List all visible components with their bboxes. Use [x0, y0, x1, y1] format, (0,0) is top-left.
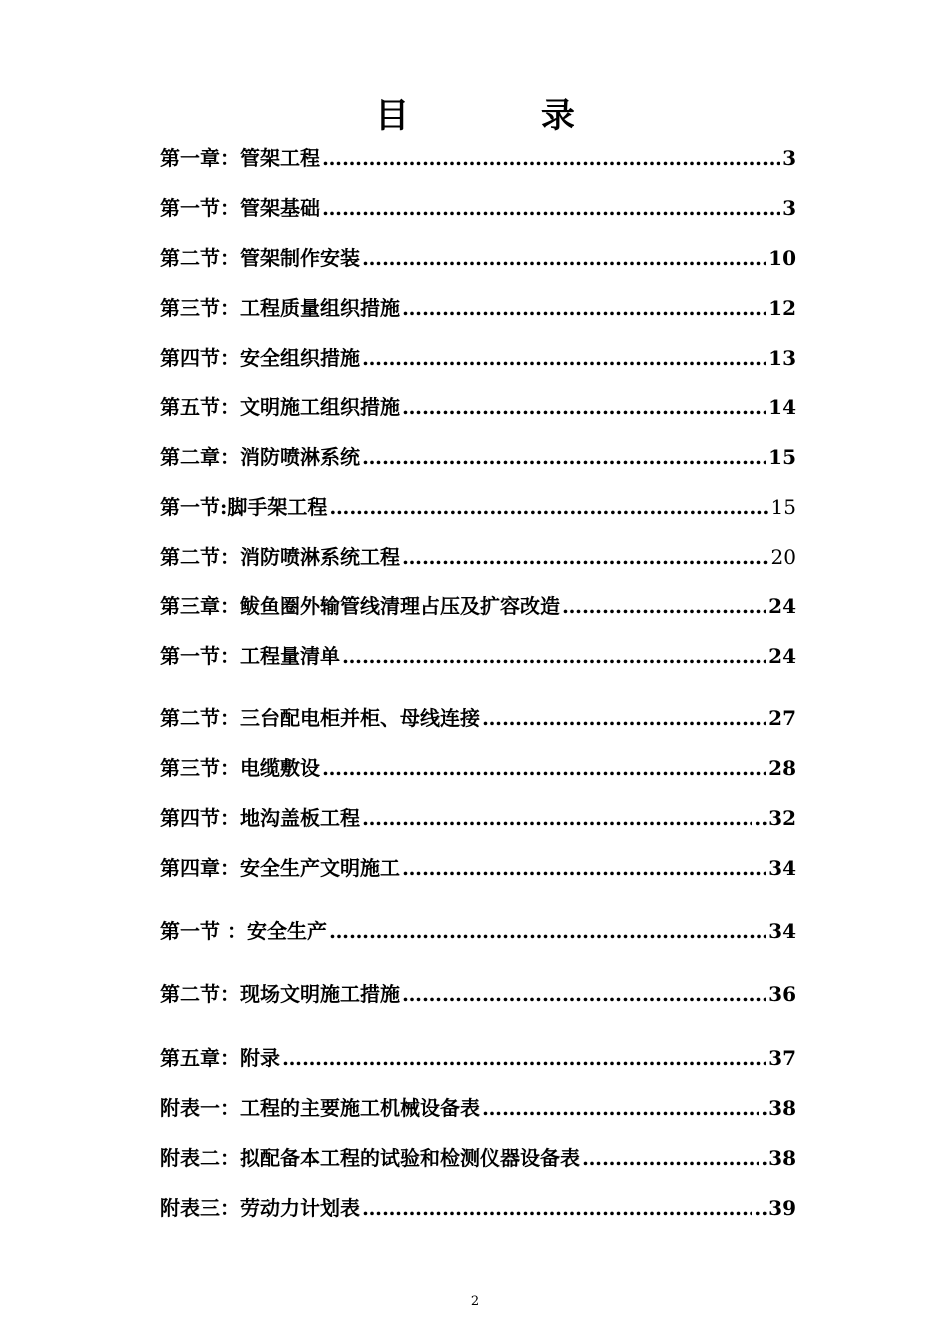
toc-leader-dots [329, 918, 766, 944]
toc-entry[interactable] [160, 918, 796, 944]
toc-leader-dots [322, 145, 780, 171]
toc-leader-dots [582, 1145, 759, 1171]
toc-entry-page: 37 [768, 1046, 796, 1070]
toc-entry[interactable] [160, 593, 796, 619]
toc-entry[interactable] [160, 295, 796, 321]
toc-entry-page: .38 [761, 1146, 796, 1170]
toc-entry-page: 10 [768, 246, 796, 270]
toc-leader-dots [362, 805, 752, 831]
toc-entry-page: .38 [761, 1096, 796, 1120]
toc-entry-page: 3 [782, 196, 796, 220]
page-number: 2 [470, 1294, 480, 1309]
toc-entry[interactable] [160, 245, 796, 271]
toc-leader-dots [482, 1095, 759, 1121]
toc-entry-label: 第一节：管架基础 [160, 196, 320, 220]
toc-leader-dots [362, 444, 766, 470]
toc-entry-label: 第四节：地沟盖板工程 [160, 806, 360, 830]
toc-entry-page: 28 [768, 756, 796, 780]
toc-entry-label: 第四节：安全组织措施 [160, 346, 360, 370]
toc-entry-page: ..32 [754, 806, 796, 830]
toc-entry-page: 12 [768, 296, 796, 320]
toc-entry-label: 第三节：工程质量组织措施 [160, 296, 400, 320]
toc-leader-dots [402, 295, 766, 321]
toc-entry[interactable] [160, 643, 796, 669]
toc-leader-dots [402, 394, 766, 420]
toc-entry-page: 20 [770, 545, 796, 569]
toc-entry[interactable] [160, 345, 796, 371]
toc-entry[interactable] [160, 444, 796, 470]
toc-entry-label: 第一节:脚手架工程 [160, 495, 328, 519]
toc-entry[interactable] [160, 855, 796, 881]
toc-entry-label: 第二节：消防喷淋系统工程 [160, 545, 400, 569]
toc-entry-page: 13 [768, 346, 796, 370]
toc-entry-label: 第五章：附录 [160, 1046, 280, 1070]
toc-leader-dots [362, 345, 766, 371]
toc-entry[interactable] [160, 1195, 796, 1221]
toc-leader-dots [282, 1045, 766, 1071]
toc-entry-page: 34 [768, 856, 796, 880]
toc-entry-label: 第二节：现场文明施工措施 [160, 982, 400, 1006]
toc-entry[interactable] [160, 981, 796, 1007]
toc-entry-page: ..39 [754, 1196, 796, 1220]
toc-entry[interactable] [160, 394, 796, 420]
toc-entry[interactable] [160, 705, 796, 731]
toc-entry-page: 27 [768, 706, 796, 730]
toc-entry-page: 34 [768, 919, 796, 943]
toc-leader-dots [342, 643, 766, 669]
toc-entry-label: 第三章：鲅鱼圈外输管线清理占压及扩容改造 [160, 594, 560, 618]
toc-entry[interactable] [160, 1145, 796, 1171]
toc-leader-dots [322, 755, 766, 781]
toc-entry-label: 第二节：三台配电柜并柜、母线连接 [160, 706, 480, 730]
toc-entry-page: 36 [768, 982, 796, 1006]
toc-entry-label: 第二章：消防喷淋系统 [160, 445, 360, 469]
toc-entry[interactable] [160, 544, 796, 570]
toc-entry-label: 附表一：工程的主要施工机械设备表 [160, 1096, 480, 1120]
toc-leader-dots [562, 593, 766, 619]
toc-leader-dots [482, 705, 766, 731]
toc-entry-label: 第五节：文明施工组织措施 [160, 395, 400, 419]
toc-leader-dots [362, 1195, 752, 1221]
toc-leader-dots [362, 245, 766, 271]
toc-entry-page: 24 [768, 594, 796, 618]
toc-leader-dots [322, 195, 780, 221]
toc-entry[interactable] [160, 1045, 796, 1071]
toc-entry-label: 第四章：安全生产文明施工 [160, 856, 400, 880]
toc-entry-label: 第一节 ：安全生产 [160, 919, 327, 943]
toc-leader-dots [402, 544, 769, 570]
toc-entry-label: 第一章：管架工程 [160, 146, 320, 170]
toc-entry-page: 15 [768, 445, 796, 469]
toc-entry-page: 14 [768, 395, 796, 419]
toc-entry-label: 附表二：拟配备本工程的试验和检测仪器设备表 [160, 1146, 580, 1170]
toc-entry-label: 第二节：管架制作安装 [160, 246, 360, 270]
toc-entry[interactable] [160, 755, 796, 781]
toc-leader-dots [402, 981, 766, 1007]
toc-leader-dots [329, 494, 768, 520]
toc-entry[interactable] [160, 494, 796, 520]
toc-entry-page: 24 [768, 644, 796, 668]
toc-entry[interactable] [160, 195, 796, 221]
toc-entry-label: 附表三：劳动力计划表 [160, 1196, 360, 1220]
toc-entry-page: 3 [782, 146, 796, 170]
toc-entry[interactable] [160, 805, 796, 831]
toc-entry[interactable] [160, 1095, 796, 1121]
toc-entry-label: 第一节：工程量清单 [160, 644, 340, 668]
toc-entry[interactable] [160, 145, 796, 171]
toc-leader-dots [402, 855, 766, 881]
toc-entry-page: 15 [770, 495, 796, 519]
toc-title: 目 录 [375, 96, 635, 136]
toc-entry-label: 第三节：电缆敷设 [160, 756, 320, 780]
